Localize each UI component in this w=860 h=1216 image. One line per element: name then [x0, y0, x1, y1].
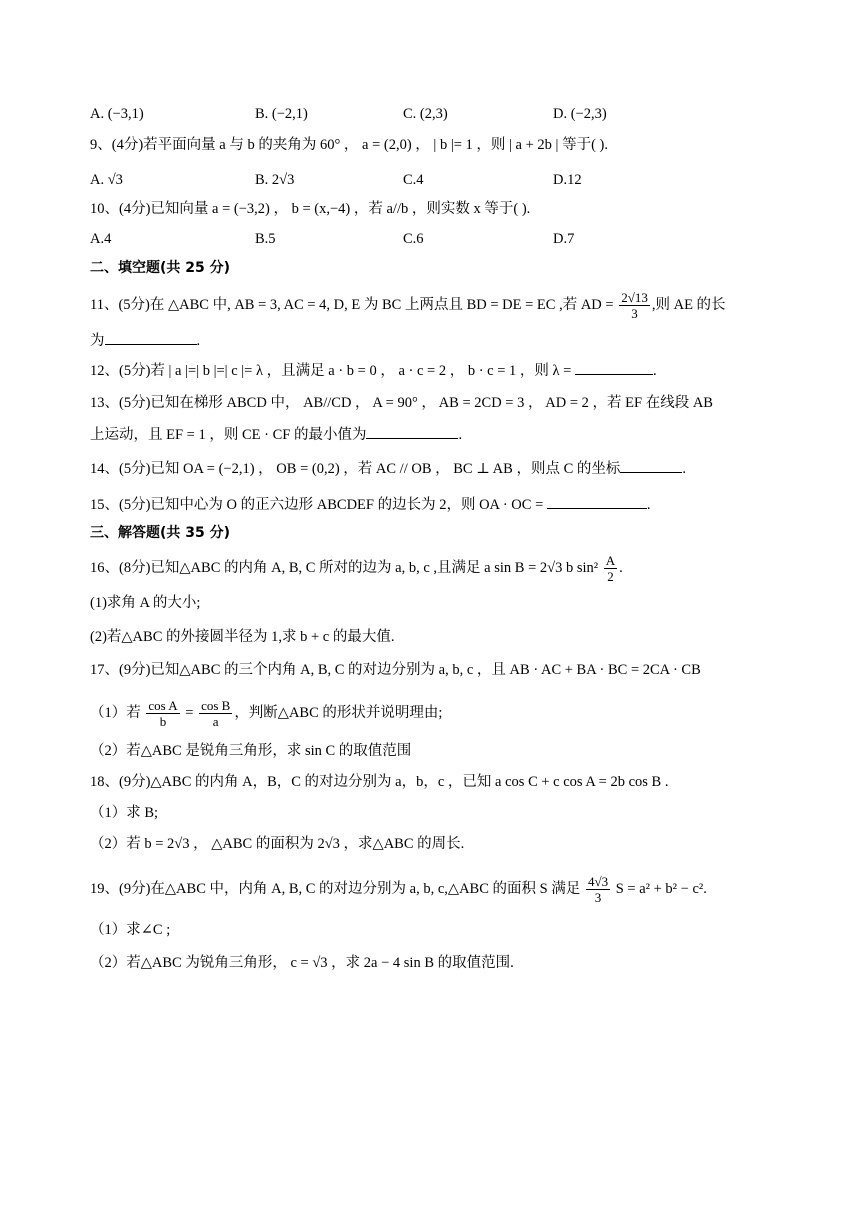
q16-stem-end: .: [619, 559, 623, 576]
q10-option-a: A.4: [90, 231, 112, 247]
q9-option-c: C.4: [403, 172, 424, 188]
q15-end: .: [646, 497, 651, 513]
q17-frac1-numerator: cos A: [148, 698, 178, 713]
q10-option-d: D.7: [553, 231, 575, 247]
q13-answer-blank[interactable]: [366, 424, 458, 439]
q17-frac2-denominator: a: [212, 714, 219, 729]
q8-option-c: C. (2,3): [403, 106, 448, 122]
q11-fraction: [619, 290, 650, 321]
q19-stem: [90, 874, 707, 905]
q17-part2: （2）若△ABC 是锐角三角形，求 sin C 的取值范围: [90, 743, 412, 759]
q8-option-d: D. (−2,3): [553, 106, 607, 122]
q16-stem-text: 16、(8分)已知△ABC 的内角 A, B, C 所对的边为 a, b, c ,且满足 a sin B = 2√3 b sin²: [90, 559, 602, 576]
q19-part2: （2）若△ABC 为锐角三角形， c = √3 ，求 2a − 4 sin B 的取值范围.: [90, 955, 514, 971]
q15-text: 15、(5分)已知中心为 O 的正六边形 ABCDEF 的边长为 2，则 OA · OC =: [90, 497, 547, 513]
q11-frac-numerator: 2√13: [621, 290, 648, 305]
q19-stem-text: 19、(9分)在△ABC 中，内角 A, B, C 的对边分别为 a, b, c,△ABC 的面积 S 满足: [90, 880, 584, 897]
q19-fraction: [586, 874, 610, 905]
q10-stem: 10、(4分)已知向量 a = (−3,2) ， b = (x,−4) ，若 a//b ，则实数 x 等于( ).: [90, 201, 531, 217]
q16-part1: (1)求角 A 的大小;: [90, 595, 201, 611]
section-fill-blank-heading: 二、填空题(共 25 分): [90, 260, 231, 276]
q13-line1: 13、(5分)已知在梯形 ABCD 中， AB//CD ， A = 90° ， AB = 2CD = 3 ， AD = 2 ，若 EF 在线段 AB: [90, 395, 713, 411]
q17-stem: 17、(9分)已知△ABC 的三个内角 A, B, C 的对边分别为 a, b, c ，且 AB · AC + BA · BC = 2CA · CB: [90, 662, 701, 678]
q19-stem-end: S = a² + b² − c².: [612, 880, 707, 897]
q12-end: .: [652, 363, 657, 379]
q8-option-b: B. (−2,1): [255, 106, 308, 122]
q11-answer-blank[interactable]: [105, 330, 197, 345]
q12-text: 12、(5分)若 | a |=| b |=| c |= λ ，且满足 a · b = 0 ， a · c = 2 ， b · c = 1 ，则 λ =: [90, 363, 575, 379]
q17-equals: =: [181, 704, 198, 721]
q9-option-d: D.12: [553, 172, 582, 188]
q15-line: [90, 494, 651, 515]
q11-text-before: 11、(5分)在 △ABC 中, AB = 3, AC = 4, D, E 为 BC 上两点且 BD = DE = EC ,若 AD =: [90, 296, 618, 313]
q17-part1-text: （1）若: [90, 704, 145, 721]
q14-end: .: [682, 461, 686, 477]
q14-answer-blank[interactable]: [620, 458, 682, 473]
q13-line2: [90, 424, 462, 445]
q10-option-c: C.6: [403, 231, 424, 247]
q19-part1: （1）求∠C ;: [90, 922, 171, 938]
q19-frac-denominator: 3: [594, 890, 602, 905]
section-solution-heading: 三、解答题(共 35 分): [90, 525, 231, 541]
q9-option-b: B. 2√3: [255, 172, 295, 188]
q9-option-a: A. √3: [90, 172, 123, 188]
q11-line2: [90, 330, 200, 351]
q9-stem: 9、(4分)若平面向量 a 与 b 的夹角为 60° ， a = (2,0) ， | b |= 1 ，则 | a + 2b | 等于( ).: [90, 137, 608, 153]
q19-frac-numerator: 4√3: [587, 874, 609, 889]
q17-fraction-right: [199, 698, 232, 729]
q17-frac2-numerator: cos B: [201, 698, 231, 713]
q12-line: [90, 360, 657, 381]
q10-option-b: B.5: [255, 231, 276, 247]
q18-part1: （1）求 B;: [90, 805, 159, 821]
q11-line2-text: 为: [90, 333, 105, 349]
q16-stem: [90, 553, 623, 584]
q8-option-a: A. (−3,1): [90, 106, 144, 122]
q13-end: .: [458, 427, 463, 443]
q17-part1: [90, 698, 442, 729]
q17-part1-end: ，判断△ABC 的形状并说明理由;: [234, 704, 443, 721]
q16-part2: (2)若△ABC 的外接圆半径为 1,求 b + c 的最大值.: [90, 629, 395, 645]
q16-fraction: [604, 553, 617, 584]
q14-line: [90, 458, 686, 479]
q11-text-after: ,则 AE 的长: [651, 296, 726, 313]
q12-answer-blank[interactable]: [575, 360, 653, 375]
q17-frac1-denominator: b: [159, 714, 167, 729]
q17-fraction-left: [146, 698, 179, 729]
q11-line2-end: .: [196, 333, 201, 349]
q14-text: 14、(5分)已知 OA = (−2,1) ， OB = (0,2) ，若 AC // OB ， BC ⊥ AB ，则点 C 的坐标: [90, 461, 621, 477]
q18-part2: （2）若 b = 2√3 ， △ABC 的面积为 2√3 ，求△ABC 的周长.: [90, 836, 465, 852]
q11-line1: [90, 290, 726, 321]
q16-frac-denominator: 2: [607, 569, 614, 584]
q11-frac-denominator: 3: [631, 306, 638, 321]
q13-line2-text: 上运动，且 EF = 1 ，则 CE · CF 的最小值为: [90, 427, 367, 443]
q16-frac-numerator: A: [605, 553, 616, 568]
q15-answer-blank[interactable]: [547, 494, 647, 509]
q18-stem: 18、(9分)△ABC 的内角 A，B，C 的对边分别为 a，b，c ，已知 a cos C + c cos A = 2b cos B .: [90, 774, 669, 790]
